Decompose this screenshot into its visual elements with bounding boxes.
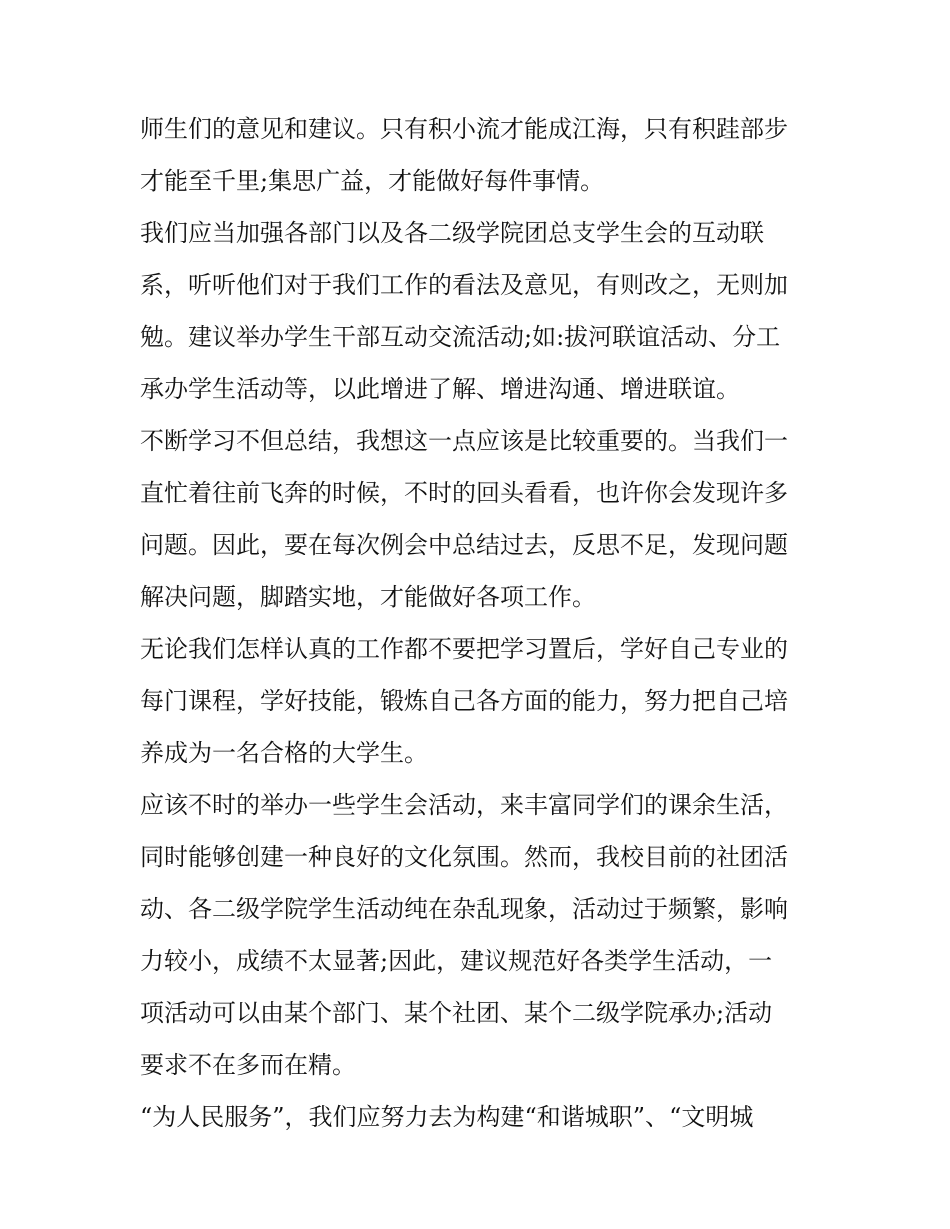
text-line: 才能至千里;集思广益，才能做好每件事情。 bbox=[140, 167, 605, 195]
text-line: “为人民服务”，我们应努力去为构建“和谐城职”、“文明城 bbox=[140, 1103, 754, 1131]
document-body bbox=[140, 103, 830, 1143]
paragraph-4 bbox=[140, 623, 830, 779]
text-line: 勉。建议举办学生干部互动交流活动;如:拔河联谊活动、分工 bbox=[140, 323, 781, 351]
text-line: 无论我们怎样认真的工作都不要把学习置后，学好自己专业的 bbox=[140, 635, 788, 663]
text-line: 不断学习不但总结，我想这一点应该是比较重要的。当我们一 bbox=[140, 427, 788, 455]
text-line: 项活动可以由某个部门、某个社团、某个二级学院承办;活动 bbox=[140, 999, 773, 1027]
text-line: 同时能够创建一种良好的文化氛围。然而，我校目前的社团活 bbox=[140, 843, 788, 871]
paragraph-2 bbox=[140, 207, 830, 415]
paragraph-5 bbox=[140, 779, 830, 1091]
text-line: 动、各二级学院学生活动纯在杂乱现象，活动过于频繁，影响 bbox=[140, 895, 788, 923]
text-line: 解决问题，脚踏实地，才能做好各项工作。 bbox=[140, 583, 596, 611]
text-line: 应该不时的举办一些学生会活动，来丰富同学们的课余生活， bbox=[140, 791, 788, 819]
text-line: 养成为一名合格的大学生。 bbox=[140, 739, 428, 767]
text-line: 师生们的意见和建议。只有积小流才能成江海，只有积跬部步 bbox=[140, 115, 788, 143]
paragraph-3 bbox=[140, 415, 830, 623]
paragraph-1 bbox=[140, 103, 830, 207]
text-line: 承办学生活动等，以此增进了解、增进沟通、增进联谊。 bbox=[140, 375, 740, 403]
text-line: 每门课程，学好技能，锻炼自己各方面的能力，努力把自己培 bbox=[140, 687, 788, 715]
paragraph-6 bbox=[140, 1091, 830, 1143]
text-line: 直忙着往前飞奔的时候，不时的回头看看，也许你会发现许多 bbox=[140, 479, 788, 507]
text-line: 我们应当加强各部门以及各二级学院团总支学生会的互动联 bbox=[140, 219, 764, 247]
text-line: 问题。因此，要在每次例会中总结过去，反思不足，发现问题 bbox=[140, 531, 788, 559]
text-line: 要求不在多而在精。 bbox=[140, 1051, 356, 1079]
text-line: 系，听听他们对于我们工作的看法及意见，有则改之，无则加 bbox=[140, 271, 788, 299]
text-line: 力较小，成绩不太显著;因此，建议规范好各类学生活动，一 bbox=[140, 947, 773, 975]
